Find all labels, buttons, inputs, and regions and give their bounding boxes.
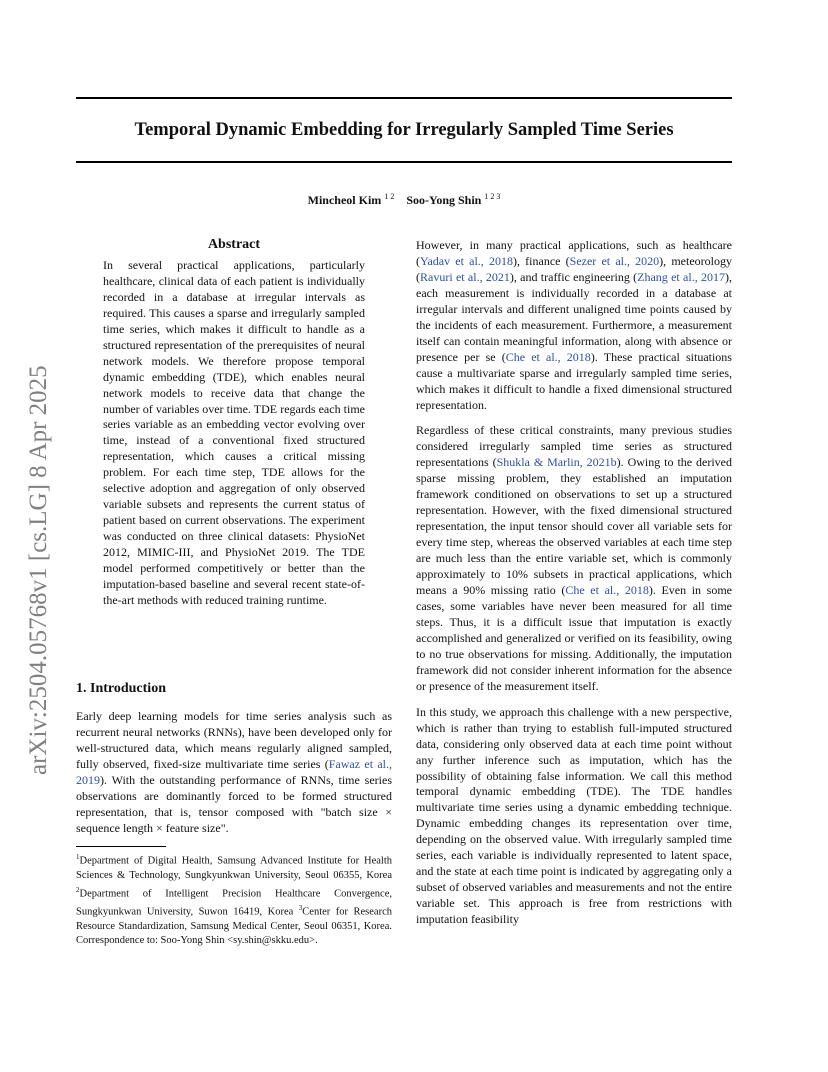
text-run: ). Even in some cases, some variables have never been measured for all time steps. Thus, it is a difficult issue that imputation is exactly accomplished and generalized or verified on its feasibility, owing to no true observations for missing. Additionally, the imputation framework did not consider inherent information for the absence or presence of the measurement itself. [416,583,732,693]
text-run: However, in many practical applications, such as healthcare ( [416,238,732,268]
introduction-section [76,681,392,837]
arxiv-identifier: arXiv:2504.05768v1 [cs.LG] 8 Apr 2025 [25,365,52,775]
author-name: Soo-Yong Shin [406,193,482,207]
paper-title: Temporal Dynamic Embedding for Irregularly Sampled Time Series [134,120,674,140]
footnote-text: Department of Digital Health, Samsung Advanced Institute for Health Sciences & Technology, Sungkyunkwan University, Seoul 06355, Korea [76,855,392,881]
body-paragraph [416,423,732,694]
footnote-marker: 3 [298,904,303,913]
author-list [76,192,732,208]
footnote-text: Department of Intelligent Precision Healthcare Convergence, Sungkyunkwan University, Suwon 16419, Korea [76,888,392,918]
text-run: ). These practical situations cause a multivariate sparse and irregularly sampled time series, which makes it difficult to handle a fixed dimensional structured representation. [416,349,732,412]
author-name: Mincheol Kim [307,193,382,207]
intro-paragraph [76,709,392,837]
text-run: ). Owing to the derived sparse missing problem, they established an imputation framework conditioned on observations to set up a structured representation. However, with the fixed dimensional structured representation, the input tensor should cover all variable sets for every time step, whereas the observed variables at each time step are much less than the entire variable set, which is commonly approximately to 10% subsets in practical applications, which means a 90% missing ratio ( [416,455,733,598]
text-run: ), each measurement is individually recorded in a database at irregular intervals and different unaligned time points caused by the incidents of each measurement. Furthermore, a measurement itself can contain meaningful information, along with absence or presence per se ( [416,269,732,364]
affiliation-footnote [76,850,392,948]
citation-link[interactable]: Shukla & Marlin, 2021b [496,455,617,470]
author-affiliation: 1 2 3 [484,192,501,201]
abstract-block [103,237,365,609]
citation-link[interactable]: Sezer et al., 2020 [569,253,660,268]
citation-link[interactable]: Fawaz et al., 2019 [76,756,392,787]
text-run: ). With the outstanding performance of RNNs, time series observations are dominantly forced to be formed structured representation, that is, tensor composed with "batch size × sequence length × feature size". [76,772,392,835]
text-run: ), and traffic engineering ( [509,269,638,284]
text-run: Early deep learning models for time series analysis such as recurrent neural networks (RNNs), have been developed only for well-structured data, which means regularly aligned sampled, fully observed, fixed-size multivariate time series ( [76,708,392,771]
body-paragraph [416,238,732,413]
footnote-text: Center for Research Resource Standardization, Samsung Medical Center, Seoul 06351, Korea. Correspondence to: Soo-Yong Shin <sy.shin@skku.edu>. [76,906,392,946]
author-affiliation: 1 2 [384,192,395,201]
abstract-heading: Abstract [207,237,261,252]
footnote-rule [76,846,166,847]
citation-link[interactable]: Ravuri et al., 2021 [420,269,510,284]
footnote-marker: 2 [76,885,80,894]
text-run: Regardless of these critical constraints, many previous studies considered irregularly sampled time series as structured representations ( [416,423,732,470]
footnote-marker: 1 [76,853,80,861]
title-rule [76,161,732,163]
body-paragraph: In this study, we approach this challenge with a new perspective, which is rather than trying to establish full-imputed structured data, considering only observed data at each time point without any further inference such as imputation, which has the possibility of obtaining false information. We call this method temporal dynamic embedding (TDE). The TDE handles multivariate time series using a dynamic embedding technique. Dynamic embedding changes its representation over time, depending on the observed value. With irregularly sampled time series, each variable is individually represented to latent space, and the state at each time point is indicated by aggregating only a subset of observed variables and measurements and not the entire variable set. This approach is free from restrictions with imputation feasibility [416,704,732,927]
citation-link[interactable]: Che et al., 2018 [565,583,649,598]
citation-link[interactable]: Yadav et al., 2018 [420,253,513,268]
citation-link[interactable]: Zhang et al., 2017 [637,269,725,284]
top-rule [76,97,732,99]
citation-link[interactable]: Che et al., 2018 [505,349,591,364]
right-column [416,238,732,928]
section-heading: 1. Introduction [76,681,166,696]
text-run: ), finance ( [512,253,570,268]
abstract-text: In several practical applications, particularly healthcare, clinical data of each patient is individually recorded in a database at irregular intervals as required. This causes a sparse and irregularly sampled time series, which makes it difficult to handle as a structured representation of the prerequisites of neural network models. We therefore propose temporal dynamic embedding (TDE), which enables neural network models to receive data that change the number of variables over time. TDE regards each time series variable as an embedding vector evolving over time, instead of a conventional fixed structured representation, which causes a critical missing problem. For each time step, TDE allows for the selective adoption and aggregation of only observed variable subsets and represents the current status of patient based on current observations. The experiment was conducted on three clinical datasets: PhysioNet 2012, MIMIC-III, and PhysioNet 2019. The TDE model performed competitively or better than the imputation-based baseline and several recent state-of-the-art methods with reduced training runtime. [103,257,365,607]
text-run: ), meteorology ( [416,253,732,284]
